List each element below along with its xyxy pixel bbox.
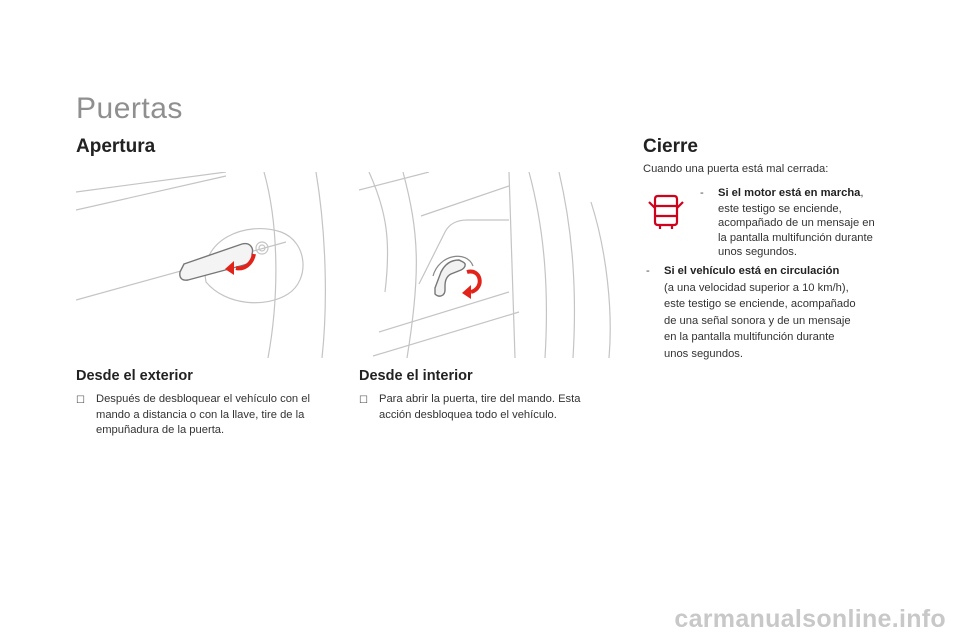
dash-marker: - [700, 187, 704, 199]
text-line: (a una velocidad superior a 10 km/h), [664, 281, 849, 294]
text-line: en la pantalla multifunción durante [664, 331, 835, 343]
text-line: la pantalla multifunción durante [718, 231, 873, 244]
checkbox-bullet-icon: ☐ [76, 395, 85, 406]
exterior-door-handle-illustration [76, 172, 338, 358]
door-open-warning-icon [643, 188, 689, 234]
cierre-item-engine-running [700, 186, 900, 260]
text-line: este testigo se enciende, [718, 202, 842, 215]
cierre-item-vehicle-moving [646, 263, 906, 362]
text-line: de una señal sonora y de un mensaje [664, 314, 851, 327]
interior-door-handle-illustration [359, 172, 621, 358]
checkbox-bullet-icon: ☐ [359, 395, 368, 406]
bold-condition: Si el vehículo está en circulación [664, 265, 840, 277]
text-line: este testigo se enciende, acompañado [664, 298, 856, 310]
text-line: unos segundos. [664, 347, 743, 360]
cierre-intro: Cuando una puerta está mal cerrada: [643, 163, 829, 175]
watermark: carmanualsonline.info [674, 605, 946, 633]
text-line: empuñadura de la puerta. [96, 424, 225, 436]
text-line: unos segundos. [718, 246, 797, 258]
interior-instructions [359, 392, 621, 423]
text-line: Para abrir la puerta, tire del mando. Esta [379, 393, 581, 405]
text-line: acompañado de un mensaje en [718, 217, 875, 229]
bold-condition: Si el motor está en marcha [718, 187, 861, 199]
text-line: Después de desbloquear el vehículo con el [96, 393, 310, 405]
subheading-desde-el-interior: Desde el interior [359, 368, 473, 384]
section-heading-apertura: Apertura [76, 136, 156, 157]
dash-marker: - [646, 265, 650, 277]
exterior-instructions [76, 392, 338, 439]
bold-suffix: , [860, 187, 864, 199]
text-line: acción desbloquea todo el vehículo. [379, 408, 557, 421]
subheading-desde-el-exterior: Desde el exterior [76, 368, 193, 384]
text-line: mando a distancia o con la llave, tire de la [96, 408, 305, 421]
page-title: Puertas [76, 92, 183, 125]
section-heading-cierre: Cierre [643, 136, 698, 157]
